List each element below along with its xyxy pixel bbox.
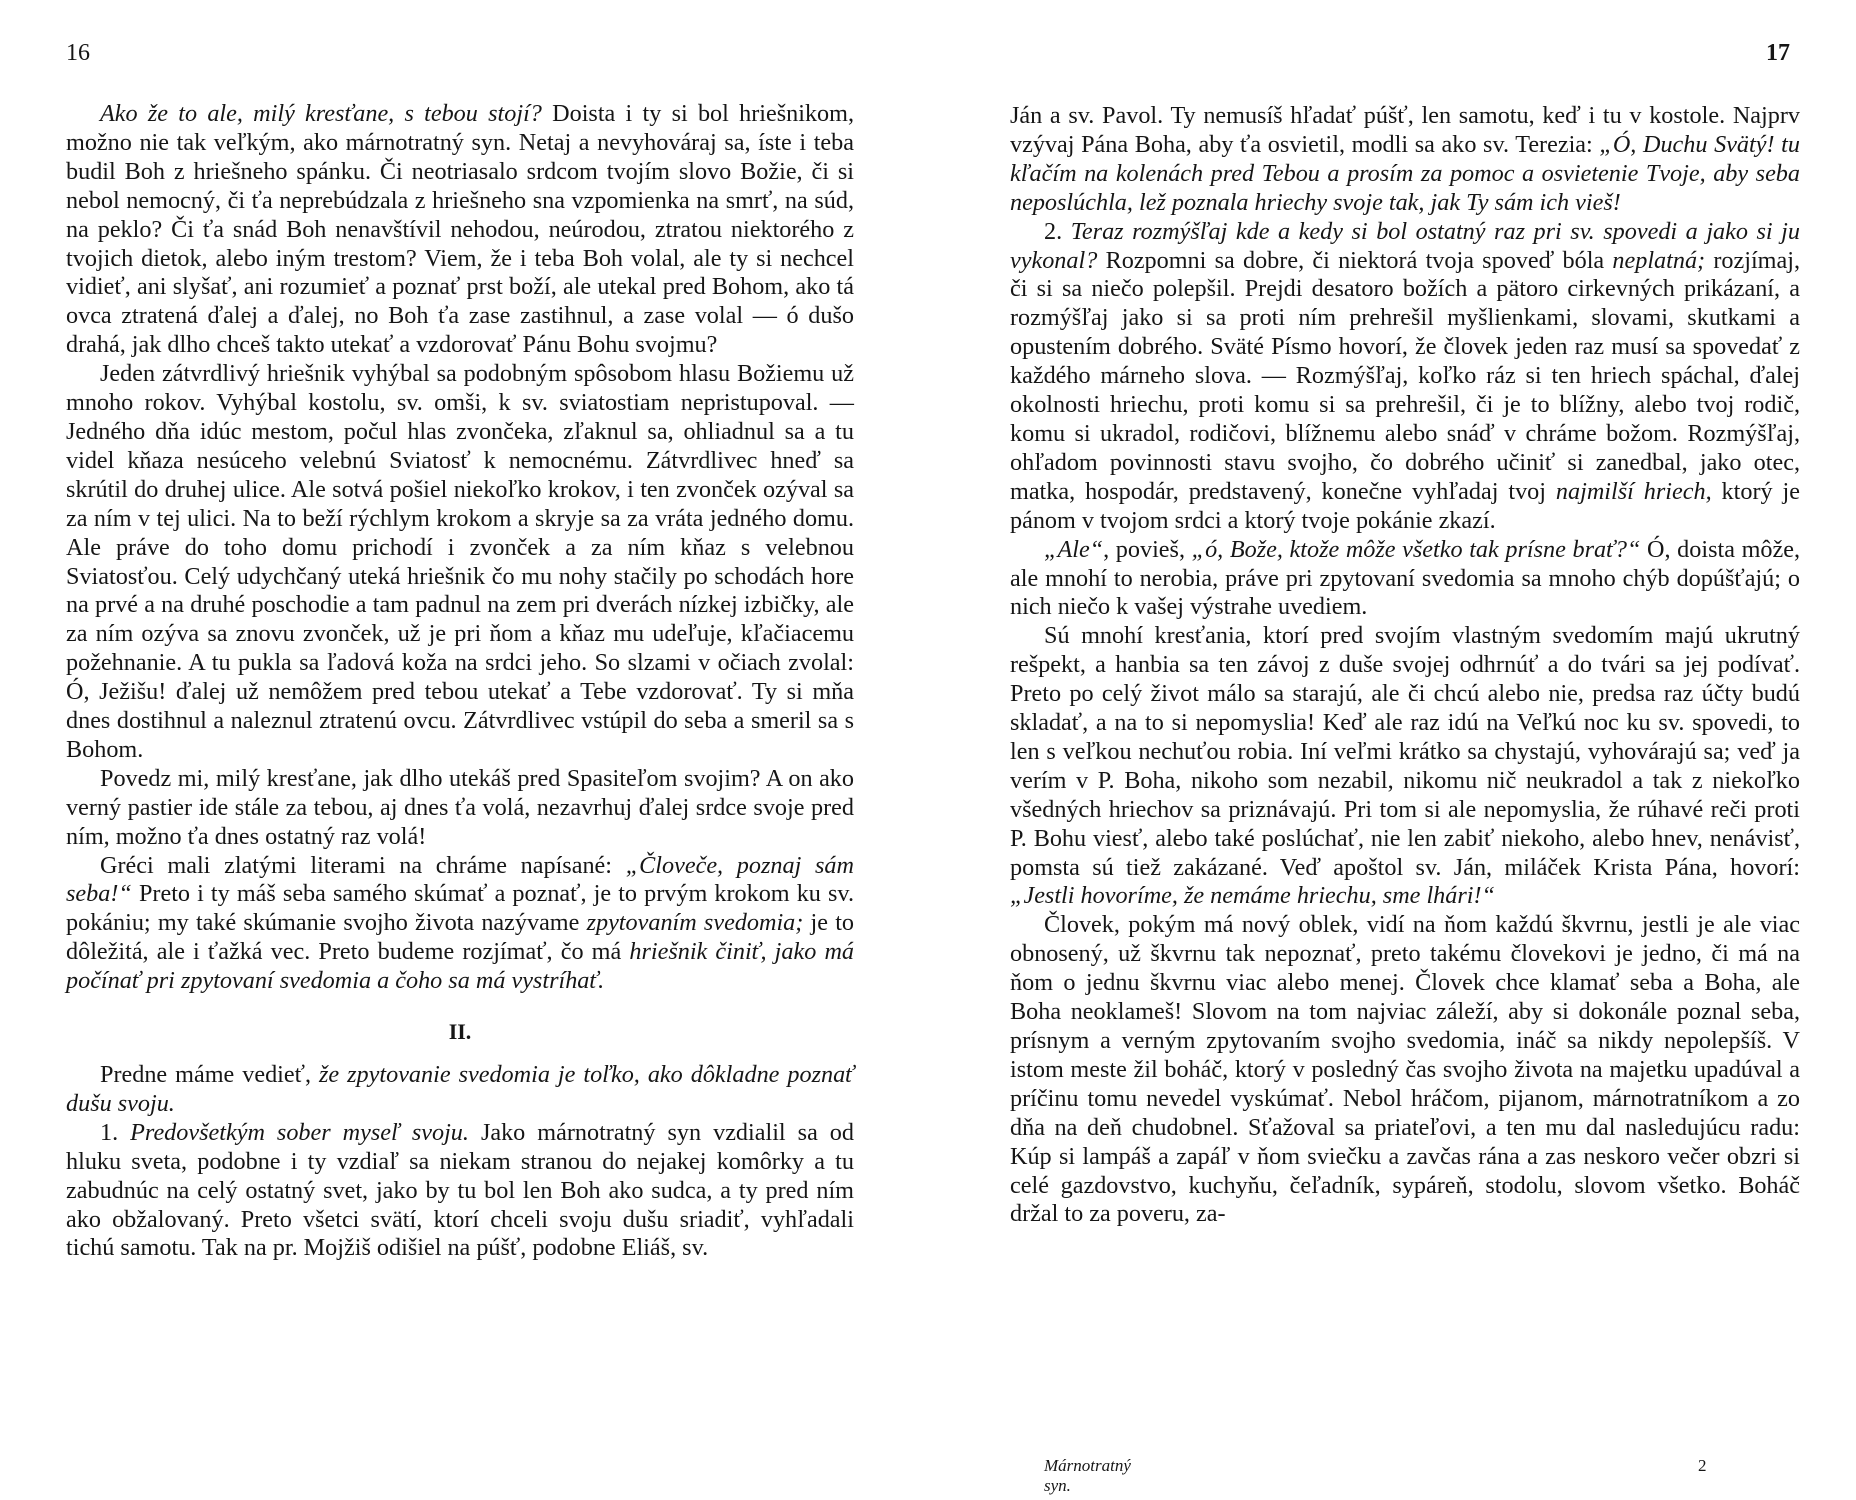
paragraph: Predne máme vedieť, že zpytovanie svedomia je toľko, ako dôkladne poznať dušu svoju. xyxy=(66,1061,854,1117)
paragraph: Ján a sv. Pavol. Ty nemusíš hľadať púšť, len samotu, keď i tu v kostole. Najprv vzývaj Pána Boha, aby ťa osvietil, modli sa ako sv. Terezia: „Ó, Duchu Svätý! tu kľačím na kolenách pred Tebou a prosím za pomoc a osvietenie Tvoje, aby seba neposlúchla, lež poznala hriechy svoje tak, jak Ty sám ich vieš! xyxy=(1010,102,1800,216)
sheet-number: 2 xyxy=(1698,1456,1707,1475)
paragraph: Gréci mali zlatými literami na chráme napísané: „Človeče, poznaj sám seba!“ Preto i ty máš seba samého skúmať a poznať, je to prvým krokom ku sv. pokániu; my také skúmanie svojho života nazývame zpytovaním svedomia; je to dôležitá, ale i ťažká vec. Preto budeme rozjímať, čo má hriešnik činiť, jako má počínať pri zpytovaní svedomia a čoho sa má vystríhať. xyxy=(66,851,855,995)
paragraph: 2. Teraz rozmýšľaj kde a kedy si bol ostatný raz pri sv. spovedi a jako si ju vykonal? Rozpomni sa dobre, či niektorá tvoja spoveď bóla neplatná; rozjímaj, či si sa niečo polepšil. Prejdi desatoro božích a pätoro cirkevných prikázaní, a rozmýšľaj jako si sa proti ním prehrešil myšlienkami, slovami, skutkami a opustením dobrého. Sväté Písmo hovorí, že človek jeden raz musí sa spovedať z každého márneho slova. — Rozmýšľaj, koľko ráz si ten hriech spáchal, ďalej okolnosti hriechu, proti komu si sa prehrešil, či je to blížny, alebo tvoj rodič, komu si ukradol, rodičovi, blížnemu alebo snáď v chráme božom. Rozmýšľaj, ohľadom povinnosti stavu svojho, čo dobrého učiniť si zanedbal, jako otec, matka, hospodár, predstavený, konečne vyhľadaj tvoj najmilší hriech, ktorý je pánom v tvojom srdci a ktorý tvoje pokánie zkazí. xyxy=(1010,217,1801,534)
paragraph: Ako že to ale, milý kresťane, s tebou stojí? Doista i ty si bol hriešnikom, možno nie tak veľkým, ako márnotratný syn. Netaj a nevyhováraj sa, íste i teba budil Boh z hriešneho spánku. Či neotriasalo srdcom tvojím slovo Božie, či si nebol nemocný, či ťa neprebúdzala z hriešneho sna vzpomienka na smrť, na súd, na peklo? Či ťa snád Boh nenavštívil nehodou, neúrodou, ztratou niektorého z tvojich dietok, alebo iným trestom? Viem, že i teba Boh volal, ale ty si nechcel vidieť, ani slyšať, ani rozumieť a poznať prst boží, ale utekal pred Bohom, ako tá ovca ztratená ďalej a ďalej, no Boh ťa zase zastihnul, a zase volal — ó dušo drahá, jak dlho chceš takto utekať a vzdorovať Pánu Bohu svojmu? xyxy=(66,100,854,359)
paragraph: Človek, pokým má nový oblek, vidí na ňom každú škvrnu, jestli je ale viac obnosený, už škvrnu tak nepoznať, preto takému človekovi je jedno, či má na ňom o jednu škvrnu viac alebo menej. Človek chce klamať seba a Boha, ale Boha neoklameš! Slovom na tom najviac záleží, aby si dokonále poznal seba, prísnym a verným zpytovaním svojho svedomia, ináč sa nikdy nepolepšíš. V istom meste žil boháč, ktorý v posledný čas svojho života na majetku upadúval a príčinu tomu nevedel vyskúmať. Nebol hráčom, pijanom, márnotratníkom a zo dňa na deň chudobnel. Sťažoval sa priateľovi, a ten mu dal nasledujúcu radu: Kúp si lampáš a zapáľ v ňom sviečku a zavčas rána a zas neskoro večer obzri si celé gazdovstvo, kuchyňu, čeľadník, sypáreň, stodolu, slovom všetko. Boháč držal to za poveru, za- xyxy=(1010,911,1800,1228)
page-number: 16 xyxy=(66,40,90,66)
paragraph: „Ale“, povieš, „ó, Bože, ktože môže všetko tak prísne brať?“ Ó, doista môže, ale mnohí to nerobia, práve pri zpytovaní svedomia sa mnoho chýb dopúšťajú; o nich niečo k vašej výstrahe uvediem. xyxy=(1010,535,1800,621)
section-heading: II. xyxy=(448,1019,472,1045)
page-number: 17 xyxy=(1766,40,1790,66)
page-body xyxy=(66,100,854,1263)
paragraph: 1. Predovšetkým sober myseľ svoju. Jako márnotratný syn vzdialil sa od hluku sveta, podobne i ty vzdiaľ sa niekam stranou do nejakej komôrky a tu zabudnúc na celý ostatný svet, jako by tu bol len Boh ako sudca, a ty pred ním ako obžalovaný. Preto všetci svätí, ktorí chceli svoju dušu sriadiť, vyhľadali tichú samotu. Tak na pr. Mojžiš odišiel na púšť, podobne Eliáš, sv. xyxy=(66,1118,854,1262)
right-page xyxy=(928,0,1856,1500)
paragraph: Jeden zátvrdlivý hriešnik vyhýbal sa podobným spôsobom hlasu Božiemu už mnoho rokov. Vyhýbal kostolu, sv. omši, k sv. sviatostiam nepristupoval. — Jedného dňa idúc mestom, počul hlas zvončeka, zľaknul sa, ohliadnul sa a tu videl kňaza nesúceho velebnú Sviatosť k nemocnému. Zátvrdlivec hneď sa skrútil do druhej ulice. Ale sotvá pošiel niekoľko krokov, i ten zvonček ozýval sa za ním v tej ulici. Na to beží rýchlym krokom a skryje sa za vráta jedného domu. Ale práve do toho domu prichodí i zvonček a za ním kňaz s velebnou Sviatosťou. Celý udychčaný uteká hriešnik čo mu nohy stačily po schodách hore na prvé a na druhé poschodie a tam padnul na zem pri dverách nízkej izbičky, ale za ním ozýva sa znovu zvonček, už je pri ňom a kňaz mu udeľuje, kľačiacemu požehnanie. A tu pukla sa ľadová koža na srdci jeho. So slzami v očiach zvolal: Ó, Ježišu! ďalej už nemôžem pred tebou utekať a Tebe vzdorovať. Ty si mňa dnes dostihnul a naleznul ztratenú ovcu. Zátvrdlivec vstúpil do seba a smeril sa s Bohom. xyxy=(66,360,854,763)
paragraph: Povedz mi, milý kresťane, jak dlho utekáš pred Spasiteľom svojim? A on ako verný pastier ide stále za tebou, aj dnes ťa volá, nezavrhuj ďalej srdce svoje pred ním, možno ťa dnes ostatný raz volá! xyxy=(66,764,854,850)
page-body xyxy=(1010,102,1800,1229)
paragraph: Sú mnohí kresťania, ktorí pred svojím vlastným svedomím majú ukrutný rešpekt, a hanbia sa ten závoj z duše svojej odhrnúť a do tvári sa jej podívať. Preto po celý život málo sa starajú, ale či chcú alebo nie, predsa raz účty budú skladať, a na to si nepomyslia! Keď ale raz idú na Veľkú noc ku sv. spovedi, to len s veľkou nechuťou robia. Iní veľmi krátko sa chystajú, vyhovárajú sa; veď ja verím v P. Boha, nikoho som nezabil, nikomu nič neukradol a tak z niekoľko všedných hriechov sa priznávajú. Pri tom si ale nepomyslia, že rúhavé reči proti P. Bohu viesť, alebo také poslúchať, nie len zabiť niekoho, alebo hnev, nenávisť, pomsta sú tiež zakázané. Veď apoštol sv. Ján, miláček Krista Pána, hovorí: „Jestli hovoríme, že nemáme hriechu, sme lhári!“ xyxy=(1010,622,1800,910)
signature-mark: Márnotratný syn. xyxy=(1044,1456,1131,1495)
